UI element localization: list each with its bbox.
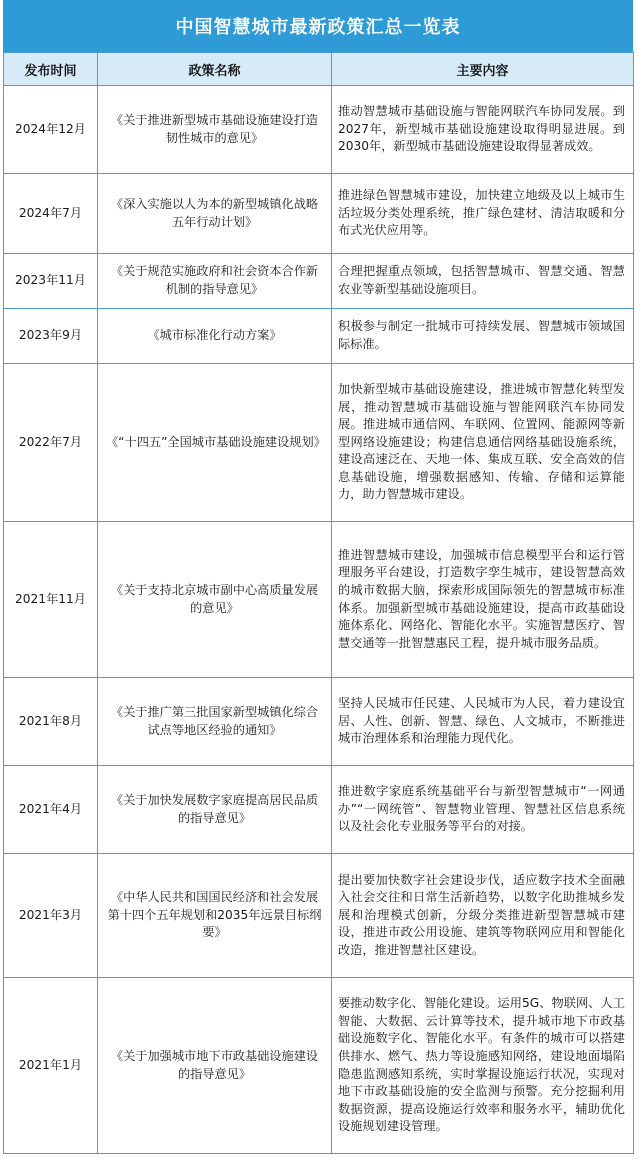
policy-table-container <box>3 0 633 1154</box>
table-title: 中国智慧城市最新政策汇总一览表 <box>3 0 633 52</box>
header-main-content: 主要内容 <box>332 53 634 86</box>
row-policy-name: 《城市标准化行动方案》 <box>98 309 332 364</box>
row-policy-name: 《关于支持北京城市副中心高质量发展的意见》 <box>98 522 332 678</box>
row-date: 2021年11月 <box>4 522 98 678</box>
row-content: 加快新型城市基础设施建设，推进城市智慧化转型发展，推动智慧城市基础设施与智能网联汽车协同发展。推进城市通信网、车联网、位置网、能源网等新型网络设施建设；构建信息通信网络基础设施系统，建设高速泛在、天地一体、集成互联、安全高效的信息基础设施，增强数据感知、传输、存储和运算能力，助力智慧城市建设。 <box>332 364 634 522</box>
table-row <box>4 766 634 854</box>
row-policy-name: 《“十四五”全国城市基础设施建设规划》 <box>98 364 332 522</box>
row-content: 积极参与制定一批城市可持续发展、智慧城市领域国际标准。 <box>332 309 634 364</box>
row-policy-name: 《关于规范实施政府和社会资本合作新机制的指导意见》 <box>98 254 332 309</box>
header-policy-name: 政策名称 <box>98 53 332 86</box>
row-policy-name: 《关于加强城市地下市政基础设施建设的指导意见》 <box>98 978 332 1154</box>
row-policy-name: 《关于加快发展数字家庭提高居民品质的指导意见》 <box>98 766 332 854</box>
row-policy-name: 《深入实施以人为本的新型城镇化战略五年行动计划》 <box>98 174 332 254</box>
row-date: 2022年7月 <box>4 364 98 522</box>
row-content: 合理把握重点领域，包括智慧城市、智慧交通、智慧农业等新型基础设施项目。 <box>332 254 634 309</box>
row-date: 2024年7月 <box>4 174 98 254</box>
table-row <box>4 254 634 309</box>
header-date: 发布时间 <box>4 53 98 86</box>
table-row <box>4 174 634 254</box>
row-content: 推进数字家庭系统基础平台与新型智慧城市“一网通办”“一网统管”、智慧物业管理、智慧社区信息系统以及社会化专业服务等平台的对接。 <box>332 766 634 854</box>
policy-table <box>3 52 634 1154</box>
row-policy-name: 《关于推广第三批国家新型城镇化综合试点等地区经验的通知》 <box>98 678 332 766</box>
table-row <box>4 86 634 174</box>
table-row <box>4 978 634 1154</box>
row-date: 2024年12月 <box>4 86 98 174</box>
row-policy-name: 《中华人民共和国国民经济和社会发展第十四个五年规划和2035年远景目标纲要》 <box>98 854 332 978</box>
row-content: 坚持人民城市任民建、人民城市为人民，着力建设宜居、人性、创新、智慧、绿色、人文城市，不断推进城市治理体系和治理能力现代化。 <box>332 678 634 766</box>
table-row <box>4 522 634 678</box>
row-date: 2023年11月 <box>4 254 98 309</box>
table-row <box>4 678 634 766</box>
table-row <box>4 309 634 364</box>
row-policy-name: 《关于推进新型城市基础设施建设打造韧性城市的意见》 <box>98 86 332 174</box>
table-row <box>4 364 634 522</box>
header-row <box>4 53 634 86</box>
row-date: 2023年9月 <box>4 309 98 364</box>
table-row <box>4 854 634 978</box>
row-content: 推动智慧城市基础设施与智能网联汽车协同发展。到2027年，新型城市基础设施建设取得明显进展。到2030年，新型城市基础设施建设取得显著成效。 <box>332 86 634 174</box>
row-content: 提出要加快数字社会建设步伐，适应数字技术全面融入社会交往和日常生活新趋势，以数字化助推城乡发展和治理模式创新，分级分类推进新型智慧城市建设，推进市政公用设施、建筑等物联网应用和智能化改造，推进智慧社区建设。 <box>332 854 634 978</box>
row-date: 2021年1月 <box>4 978 98 1154</box>
row-date: 2021年3月 <box>4 854 98 978</box>
row-content: 推进绿色智慧城市建设，加快建立地级及以上城市生活垃圾分类处理系统，推广绿色建材、清洁取暖和分布式光伏应用等。 <box>332 174 634 254</box>
row-date: 2021年8月 <box>4 678 98 766</box>
row-content: 推进智慧城市建设，加强城市信息模型平台和运行管理服务平台建设，打造数字孪生城市，建设智慧高效的城市数据大脑，探索形成国际领先的智慧城市标准体系。加强新型城市基础设施建设，提高市政基础设施体系化、网络化、智能化水平。实施智慧医疗、智慧交通等一批智慧惠民工程，提升城市服务品质。 <box>332 522 634 678</box>
row-content: 要推动数字化、智能化建设。运用5G、物联网、人工智能、大数据、云计算等技术，提升城市地下市政基础设施数字化、智能化水平。有条件的城市可以搭建供排水、燃气、热力等设施感知网络，建设地面塌陷隐患监测感知系统，实时掌握设施运行状况，实现对地下市政基础设施的安全监测与预警。充分挖掘利用数据资源，提高设施运行效率和服务水平，辅助优化设施规划建设管理。 <box>332 978 634 1154</box>
row-date: 2021年4月 <box>4 766 98 854</box>
